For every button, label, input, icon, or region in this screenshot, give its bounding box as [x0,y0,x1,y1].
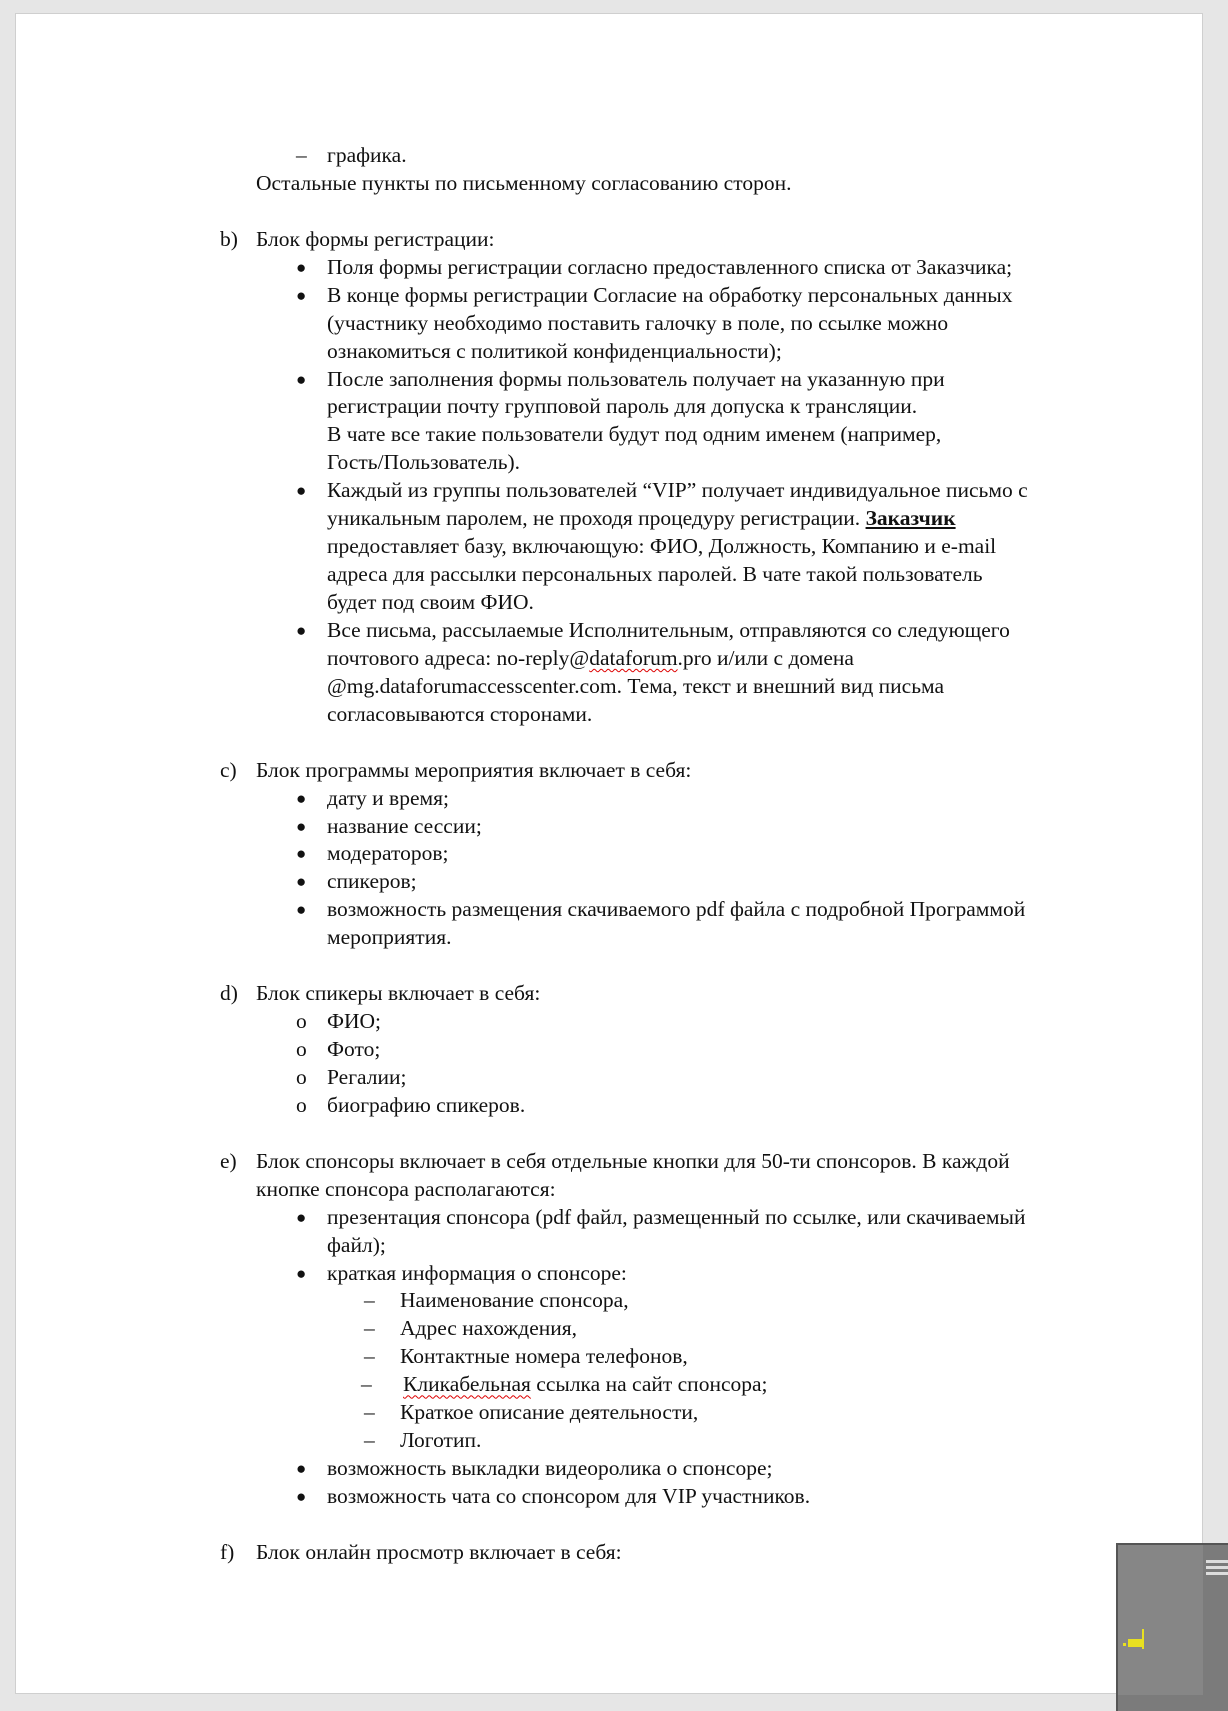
yellow-marker-icon [1142,1629,1144,1649]
bullet-icon: ● [296,285,307,305]
bold-underlined-text: Заказчик [865,506,956,531]
list-item [16,1343,1204,1371]
text [327,645,854,673]
list-item [16,1399,1204,1427]
yellow-marker-icon [1123,1643,1126,1646]
text [327,505,956,533]
text: ФИО; [327,1009,382,1034]
text: Все письма, рассылаемые Исполнительным, отправляются со следующего [327,617,1010,642]
text: .pro и/или с домена [677,645,854,670]
bullet-icon: ● [296,369,307,389]
text: Наименование спонсора, [400,1288,629,1313]
list-item [16,366,1204,394]
list-item [16,1036,1204,1064]
dash-marker: – [364,1428,375,1453]
circle-bullet-icon: o [296,1092,307,1117]
text: Блок спикеры включает в себя: [256,981,541,1006]
text: (участнику необходимо поставить галочку в поле, по ссылке можно [327,310,949,335]
text: графика. [327,143,407,167]
list-item [16,1455,1204,1483]
dash-marker: – [364,1316,375,1341]
text: Краткое описание деятельности, [400,1400,699,1425]
text: Логотип. [400,1428,482,1453]
dash-marker: – [296,143,307,167]
text: файл); [327,1232,386,1257]
list-item [16,254,1204,282]
dash-marker: – [364,1344,375,1369]
list-item [16,868,1204,896]
menu-icon[interactable] [1206,1560,1228,1563]
list-item [16,1483,1204,1511]
yellow-marker-icon [1128,1639,1143,1647]
bullet-icon: ● [296,1263,307,1283]
text: В чате все такие пользователи будут под одним именем (например, [327,422,942,447]
list-item [16,282,1204,310]
text: Регалии; [327,1064,407,1089]
text: предоставляет базу, включающую: ФИО, Должность, Компанию и e-mail [327,534,997,559]
list-marker: f) [220,1539,235,1564]
text: краткая информация о спонсоре: [327,1260,627,1285]
list-item [16,1092,1204,1120]
list-item [16,1204,1204,1232]
list-item [16,1315,1204,1343]
text: Блок программы мероприятия включает в себя: [256,757,692,782]
text: будет под своим ФИО. [327,590,534,614]
bullet-icon: ● [296,481,307,501]
list-marker: b) [220,226,238,251]
bullet-icon: ● [296,1459,307,1479]
list-item [16,477,1204,505]
text: В конце формы регистрации Согласие на обработку персональных данных [327,282,1013,307]
text: Поля формы регистрации согласно предоставленного списка от Заказчика; [327,254,1013,279]
list-item [16,785,1204,813]
bullet-icon: ● [296,788,307,808]
list-item [16,840,1204,868]
text: @mg.dataforumaccesscenter.com. Тема, текст и внешний вид письма [327,673,945,698]
list-item [16,617,1204,645]
section-d-heading [16,980,1204,1008]
text: Остальные пункты по письменному согласованию сторон. [256,170,792,195]
list-item [16,1427,1204,1455]
list-item [16,1008,1204,1036]
text: возможность выкладки видеоролика о спонсоре; [327,1456,773,1481]
text: регистрации почту групповой пароль для допуска к трансляции. [327,394,918,419]
list-item [16,813,1204,841]
bullet-icon: ● [296,900,307,920]
spellcheck-word[interactable]: dataforum [589,645,678,670]
text: уникальным паролем, не проходя процедуру регистрации. [327,506,866,531]
text: Блок спонсоры включает в себя отдельные кнопки для 50-ти спонсоров. В каждой [256,1148,1010,1173]
list-item [16,142,1204,170]
bullet-icon: ● [296,816,307,836]
text: Фото; [327,1037,381,1061]
circle-bullet-icon: o [296,1064,307,1089]
text: возможность размещения скачиваемого pdf файла с подробной Программой [327,897,1026,922]
text: биографию спикеров. [327,1092,526,1117]
section-c-heading [16,757,1204,785]
bullet-icon: ● [296,1207,307,1227]
text: дату и время; [327,785,449,810]
text [403,1371,768,1399]
text: После заполнения формы пользователь получает на указанную при [327,366,945,391]
text: Блок онлайн просмотр включает в себя: [256,1539,622,1564]
list-item [16,1260,1204,1288]
menu-icon-line [1206,1566,1228,1569]
list-marker: c) [220,757,237,782]
paragraph [16,170,1204,198]
text: согласовываются сторонами. [327,701,593,726]
dash-marker: – [364,1400,375,1425]
menu-icon-line [1206,1572,1228,1575]
text: Адрес нахождения, [400,1316,578,1341]
text: презентация спонсора (pdf файл, размещенный по ссылке, или скачиваемый [327,1204,1026,1229]
list-item [16,1064,1204,1092]
list-item [16,1371,1204,1399]
dash-marker: – [361,1372,372,1397]
text: почтового адреса: no-reply@ [327,645,590,670]
text: ссылка на сайт спонсора; [530,1372,768,1397]
bullet-icon: ● [296,844,307,864]
text: ознакомиться с политикой конфиденциальности); [327,338,782,363]
dash-marker: – [364,1288,375,1313]
text: название сессии; [327,813,482,838]
text: спикеров; [327,869,417,894]
document-body [16,142,1204,1567]
list-marker: d) [220,981,238,1006]
list-item [16,896,1204,924]
text: Гость/Пользователь). [327,450,521,475]
document-page [15,13,1203,1694]
text: Контактные номера телефонов, [400,1344,688,1369]
text: Блок формы регистрации: [256,226,495,251]
bullet-icon: ● [296,257,307,277]
bullet-icon: ● [296,872,307,892]
floating-panel-overlay[interactable] [1116,1543,1228,1711]
list-item [16,1287,1204,1315]
list-marker: e) [220,1148,237,1173]
text: Каждый из группы пользователей “VIP” получает индивидуальное письмо с [327,478,1028,503]
bullet-icon: ● [296,1487,307,1506]
section-b-heading [16,226,1204,254]
text: кнопке спонсора располагаются: [256,1176,556,1201]
text: возможность чата со спонсором для VIP участников. [327,1484,811,1508]
bullet-icon: ● [296,620,307,640]
circle-bullet-icon: o [296,1037,307,1061]
circle-bullet-icon: o [296,1009,307,1034]
text: адреса для рассылки персональных паролей. В чате такой пользователь [327,562,983,587]
section-f-heading [16,1539,1204,1567]
section-e-heading [16,1148,1204,1176]
text: мероприятия. [327,925,452,950]
spellcheck-word[interactable]: Кликабельная [403,1372,531,1397]
text: модераторов; [327,841,449,866]
panel-area [1118,1545,1203,1695]
